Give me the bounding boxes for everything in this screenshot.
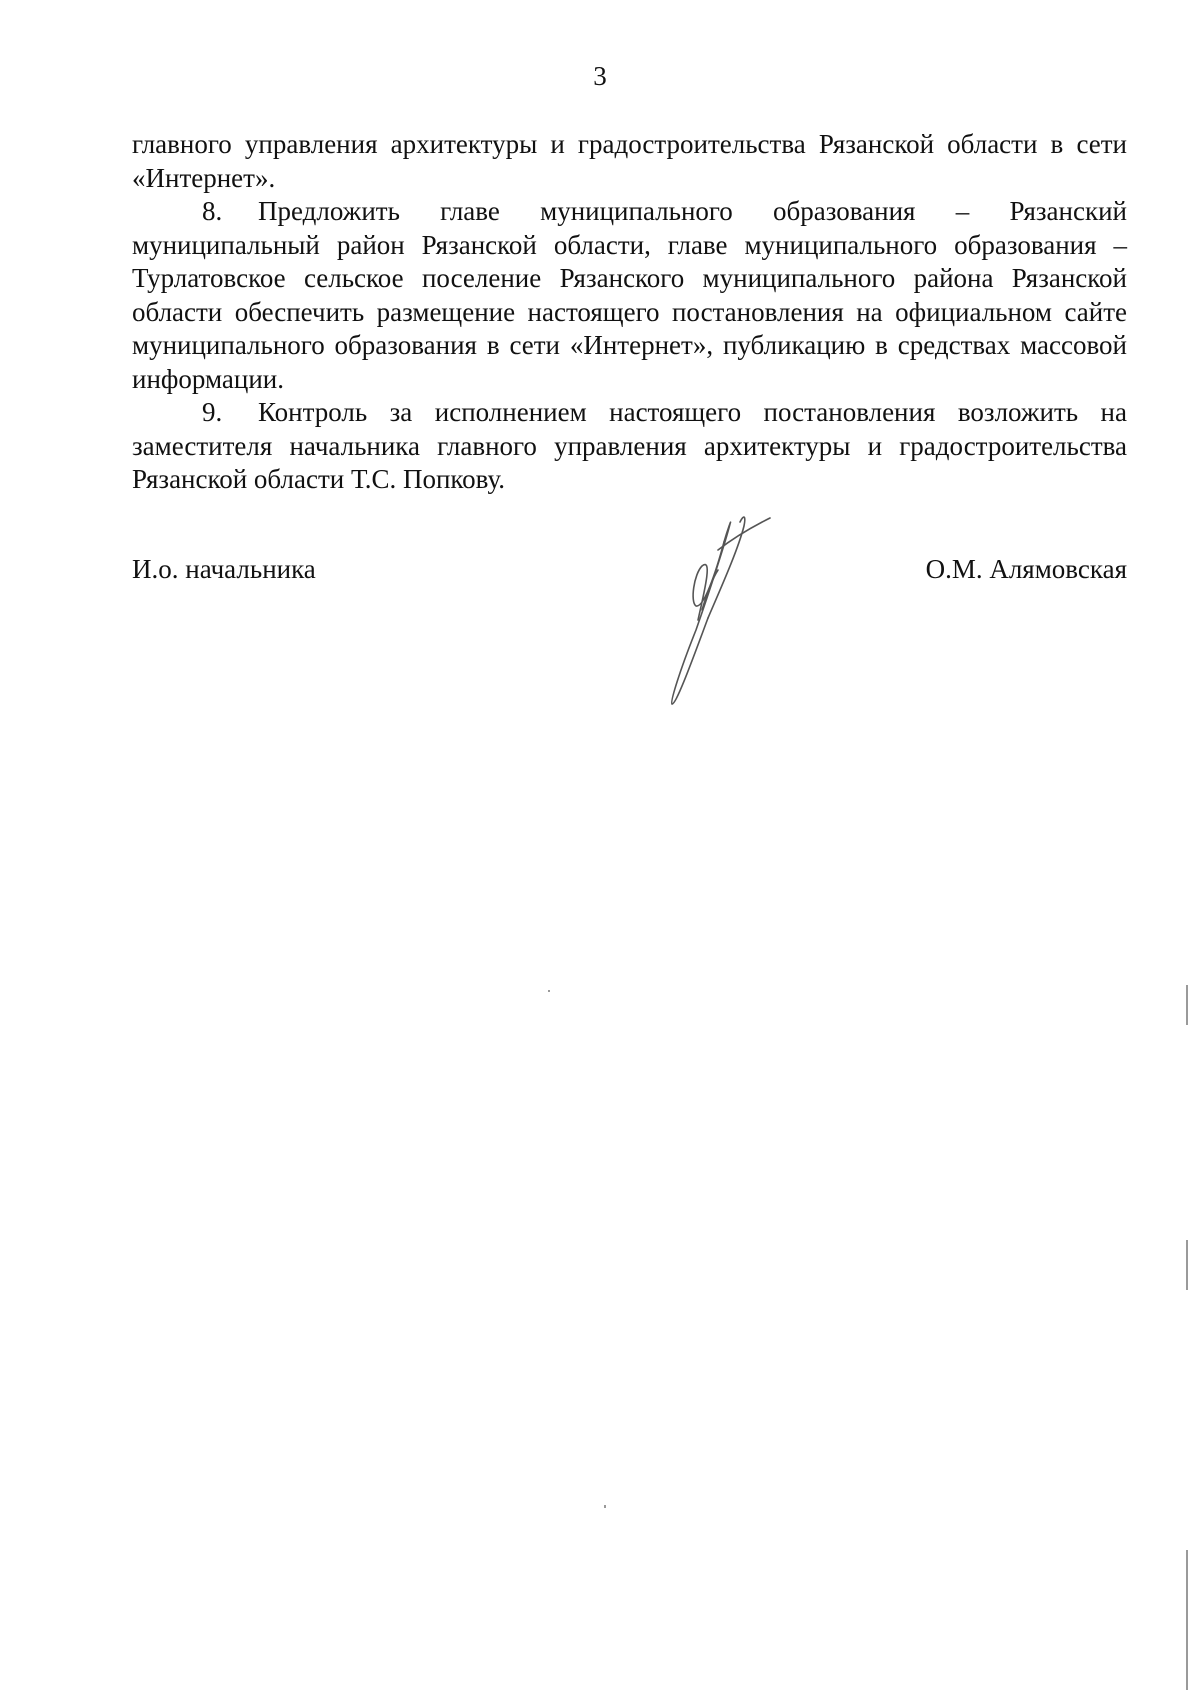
paragraph-9 — [132, 396, 1127, 497]
paragraph-9-text: Контроль за исполнением настоящего постановления возложить на заместителя начальника главного управления архитектуры и градостроительства Рязанской области Т.С. Попкову. — [132, 397, 1127, 494]
paragraph-8-number: 8. — [202, 196, 223, 226]
scan-artifact — [604, 1505, 606, 1508]
paragraph-9-number: 9. — [202, 397, 223, 427]
scan-artifact — [1186, 985, 1188, 1025]
paragraph-8 — [132, 195, 1127, 396]
document-body — [132, 128, 1127, 497]
page-number: 3 — [593, 61, 607, 91]
handwritten-signature-icon — [640, 480, 800, 720]
scan-artifact — [1186, 1240, 1188, 1290]
paragraph-7-continuation: главного управления архитектуры и градостроительства Рязанской области в сети «Интернет». — [132, 129, 1127, 193]
paragraph-8-text: Предложить главе муниципального образования – Рязанский муниципальный район Рязанской области, главе муниципального образования – Турлатовское сельское поселение Рязанского муниципального района Рязанской области обеспечить размещение настоящего постановления на официальном сайте муниципального образования в сети «Интернет», публикацию в средствах массовой информации. — [132, 196, 1127, 394]
signer-name: О.М. Алямовская — [925, 554, 1127, 584]
scan-artifact — [548, 990, 550, 992]
signer-position: И.о. начальника — [132, 554, 316, 584]
scan-artifact — [1186, 1550, 1188, 1690]
